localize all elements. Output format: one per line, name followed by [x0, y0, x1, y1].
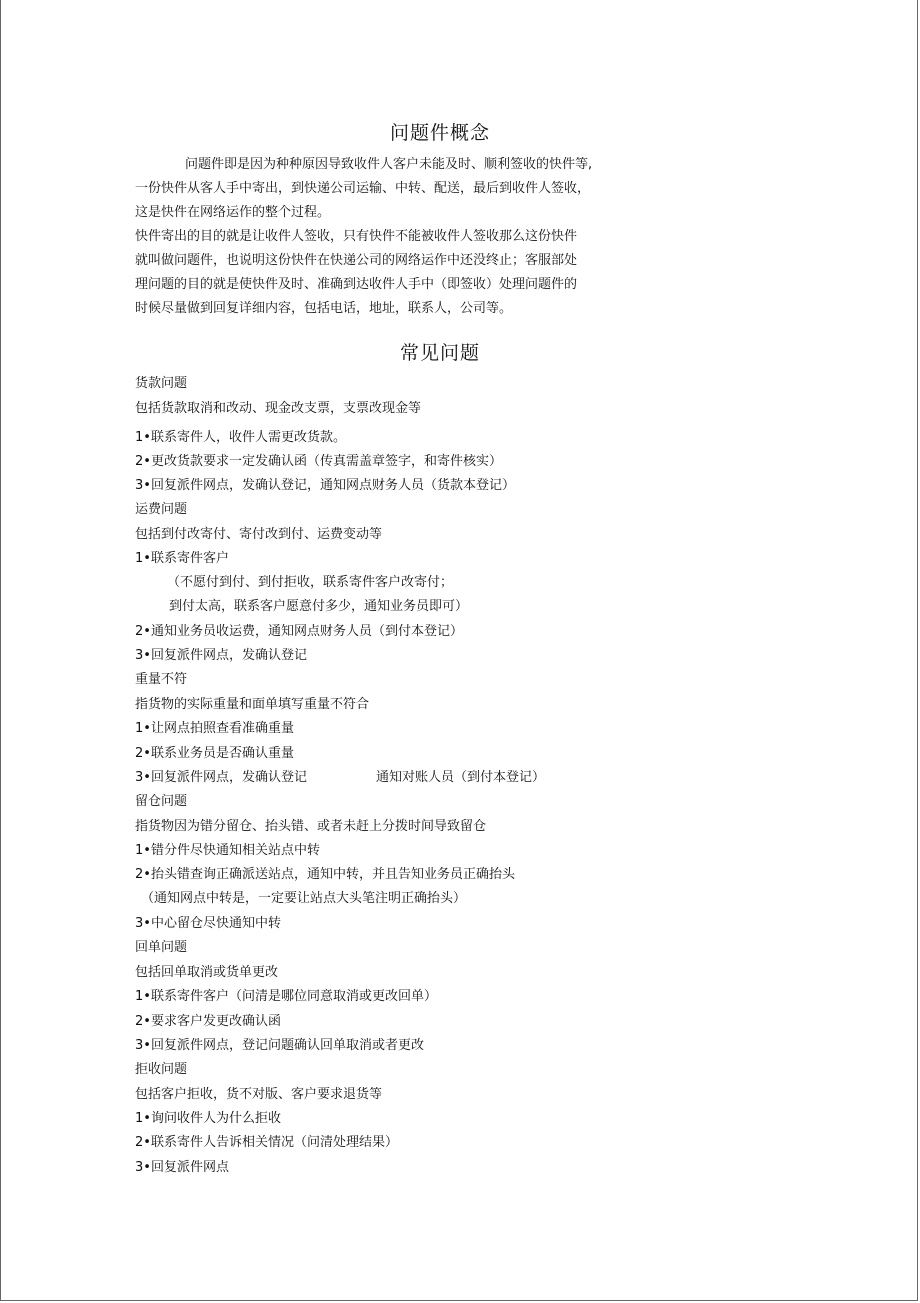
paragraph-line: 一份快件从客人手中寄出，到快递公司运输、中转、配送，最后到收件人签收，: [135, 181, 591, 196]
paragraph-line: 就叫做问题件，也说明这份快件在快递公司的网络运作中还没终止；客服部处: [135, 253, 578, 268]
category-description: 包括客户拒收，货不对版、客户要求退货等: [135, 1087, 383, 1102]
category-description: 包括到付改寄付、寄付改到付、运费变动等: [135, 527, 383, 542]
list-item: 3•回复派件网点: [135, 1160, 229, 1175]
section-title-concept: 问题件概念: [389, 122, 490, 144]
list-item: 3•回复派件网点，发确认登记，通知网点财务人员（货款本登记）: [135, 478, 515, 493]
list-item: 3•回复派件网点，发确认登记: [135, 648, 307, 663]
list-item: 2•通知业务员收运费，通知网点财务人员（到付本登记）: [135, 624, 463, 639]
paragraph-line: 这是快件在网络运作的整个过程。: [135, 205, 331, 220]
list-item: 2•抬头错查询正确派送站点，通知中转，并且告知业务员正确抬头: [135, 867, 515, 882]
list-item-note: （不愿付到付、到付拒收，联系寄件客户改寄付；: [167, 575, 454, 590]
list-item: 3•中心留仓尽快通知中转: [135, 916, 281, 931]
list-item: 2•更改货款要求一定发确认函（传真需盖章签字，和寄件核实）: [135, 454, 502, 469]
category-description: 指货物因为错分留仓、抬头错、或者未赶上分拨时间导致留仓: [135, 819, 487, 834]
category-heading: 重量不符: [135, 672, 188, 687]
list-item-note: 通知对账人员（到付本登记）: [376, 770, 546, 785]
list-item-note: （通知网点中转是，一定要让站点大头笔注明正确抬头）: [141, 891, 467, 906]
list-item: 1•错分件尽快通知相关站点中转: [135, 843, 320, 858]
category-heading: 回单问题: [135, 940, 188, 955]
section-title-faq: 常见问题: [399, 342, 480, 364]
paragraph-line: 时候尽量做到回复详细内容，包括电话，地址，联系人，公司等。: [135, 301, 513, 316]
category-heading: 拒收问题: [135, 1062, 188, 1077]
list-item: 1•联系寄件客户: [135, 551, 229, 566]
list-item: 2•要求客户发更改确认函: [135, 1014, 281, 1029]
list-item-note: 到付太高，联系客户愿意付多少，通知业务员即可）: [169, 599, 469, 614]
list-item: 1•联系寄件客户（问清是哪位同意取消或更改回单）: [135, 989, 437, 1004]
category-heading: 留仓问题: [135, 794, 188, 809]
paragraph-line: 理问题的目的就是使快件及时、准确到达收件人手中（即签收）处理问题件的: [135, 277, 578, 292]
list-item: 1•询问收件人为什么拒收: [135, 1111, 281, 1126]
list-item: 1•联系寄件人，收件人需更改货款。: [135, 430, 346, 445]
paragraph-line: 快件寄出的目的就是让收件人签收，只有快件不能被收件人签收那么这份快件: [135, 229, 578, 244]
list-item: 2•联系寄件人告诉相关情况（问清处理结果）: [135, 1135, 398, 1150]
category-description: 指货物的实际重量和面单填写重量不符合: [135, 697, 370, 712]
list-item: 3•回复派件网点，登记问题确认回单取消或者更改: [135, 1038, 424, 1053]
paragraph-line: 问题件即是因为种种原因导致收件人客户未能及时、顺利签收的快件等,: [185, 157, 593, 172]
list-item: 2•联系业务员是否确认重量: [135, 746, 294, 761]
list-item: 3•回复派件网点，发确认登记: [135, 770, 307, 785]
category-description: 包括回单取消或货单更改: [135, 965, 279, 980]
category-heading: 货款问题: [135, 376, 188, 391]
category-description: 包括货款取消和改动、现金改支票，支票改现金等: [135, 401, 422, 416]
category-heading: 运费问题: [135, 502, 188, 517]
list-item: 1•让网点拍照查看准确重量: [135, 721, 294, 736]
